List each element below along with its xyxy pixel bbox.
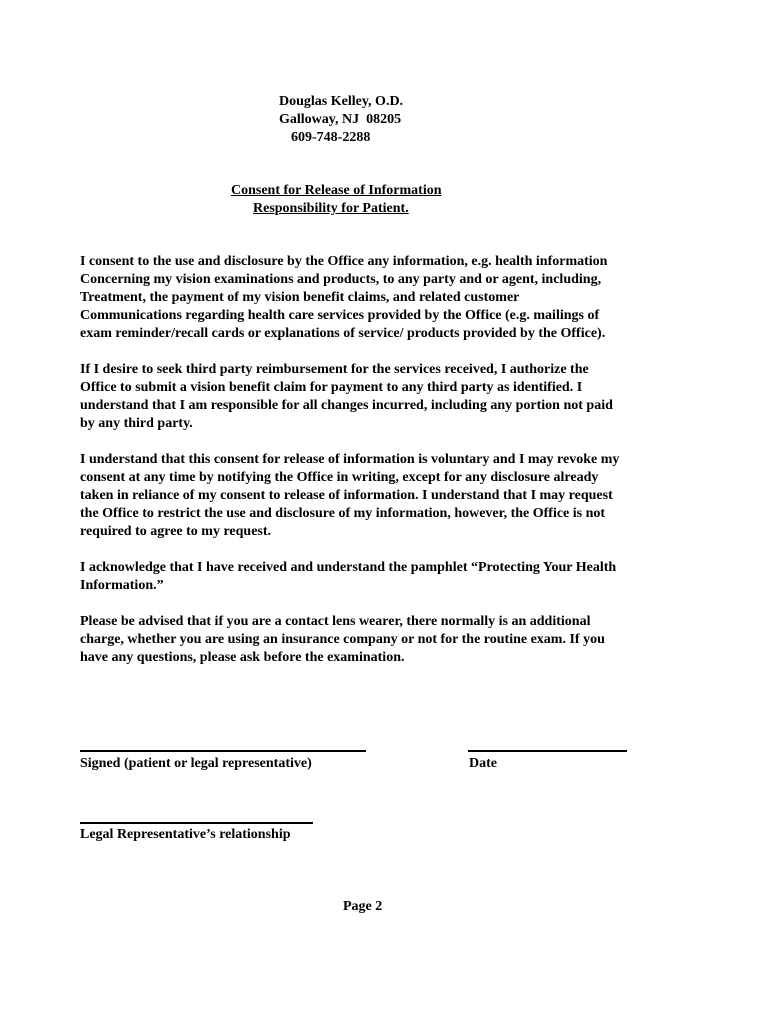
paragraph-line: If I desire to seek third party reimbursement for the services received, I authorize the	[80, 362, 589, 377]
office-phone: 609-748-2288	[291, 130, 371, 145]
paragraph-line: the Office to restrict the use and disclosure of my information, however, the Office is not	[80, 506, 606, 521]
signature-line[interactable]	[80, 750, 366, 752]
paragraph-line: by any third party.	[80, 416, 193, 431]
doctor-name: Douglas Kelley, O.D.	[279, 94, 404, 109]
date-label: Date	[469, 756, 497, 771]
relationship-label: Legal Representative’s relationship	[80, 827, 291, 842]
page-number: Page 2	[343, 899, 383, 914]
signed-label: Signed (patient or legal representative)	[80, 756, 312, 771]
paragraph-pamphlet-acknowledgement	[80, 559, 680, 595]
consent-body	[80, 253, 680, 685]
paragraph-line: Concerning my vision examinations and products, to any party and or agent, including,	[80, 272, 602, 287]
relationship-line[interactable]	[80, 822, 313, 824]
date-line[interactable]	[468, 750, 627, 752]
title-line-1: Consent for Release of Information	[231, 183, 442, 198]
paragraph-line: required to agree to my request.	[80, 524, 272, 539]
title-line-2: Responsibility for Patient.	[253, 201, 409, 216]
paragraph-line: understand that I am responsible for all changes incurred, including any portion not paid	[80, 398, 613, 413]
paragraph-line: charge, whether you are using an insurance company or not for the routine exam. If you	[80, 632, 605, 647]
paragraph-consent-use	[80, 253, 680, 343]
paragraph-contact-lens-notice	[80, 613, 680, 667]
paragraph-voluntary-consent	[80, 451, 680, 541]
paragraph-line: I understand that this consent for release of information is voluntary and I may revoke my	[80, 452, 620, 467]
paragraph-line: I consent to the use and disclosure by the Office any information, e.g. health information	[80, 254, 608, 269]
paragraph-line: Communications regarding health care services provided by the Office (e.g. mailings of	[80, 308, 600, 323]
paragraph-reimbursement	[80, 361, 680, 433]
paragraph-line: consent at any time by notifying the Office in writing, except for any disclosure already	[80, 470, 599, 485]
paragraph-line: taken in reliance of my consent to release of information. I understand that I may request	[80, 488, 613, 503]
paragraph-line: Treatment, the payment of my vision benefit claims, and related customer	[80, 290, 520, 305]
paragraph-line: Information.”	[80, 578, 164, 593]
paragraph-line: I acknowledge that I have received and understand the pamphlet “Protecting Your Health	[80, 560, 617, 575]
letterhead	[279, 93, 403, 147]
paragraph-line: Please be advised that if you are a contact lens wearer, there normally is an additional	[80, 614, 591, 629]
office-location: Galloway, NJ 08205	[279, 112, 402, 127]
paragraph-line: have any questions, please ask before the examination.	[80, 650, 405, 665]
paragraph-line: exam reminder/recall cards or explanations of service/ products provided by the Office).	[80, 326, 606, 341]
paragraph-line: Office to submit a vision benefit claim for payment to any third party as identified. I	[80, 380, 583, 395]
